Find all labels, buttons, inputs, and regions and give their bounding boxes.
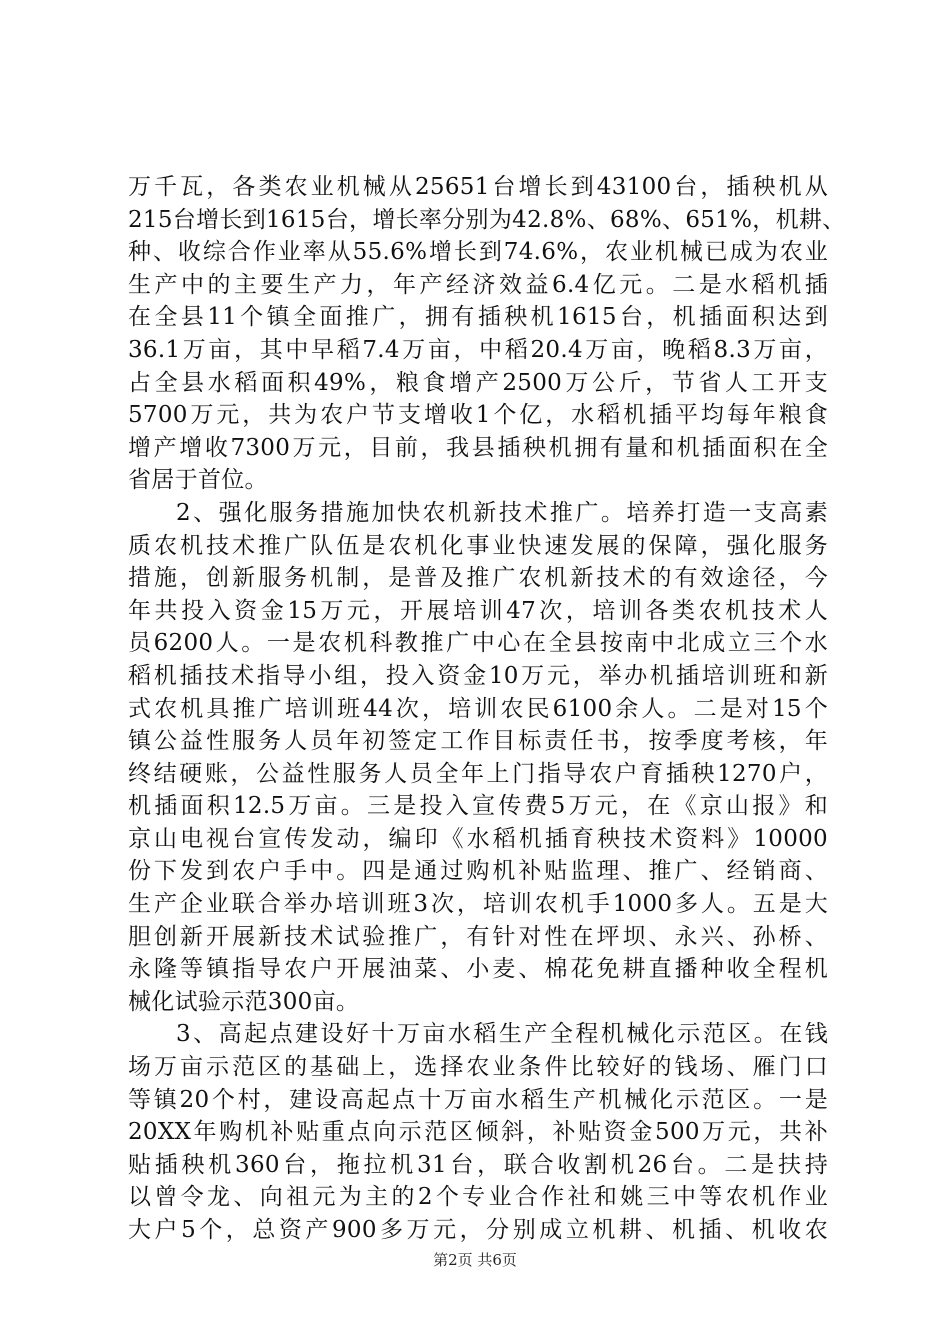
- text-line: 大户5个，总资产900多万元，分别成立机耕、机插、机收农: [128, 1217, 828, 1243]
- text-line: 员6200人。一是农机科教推广中心在全县按南中北成立三个水: [128, 630, 828, 657]
- text-line: 质农机技术推广队伍是农机化事业快速发展的保障，强化服务: [128, 532, 828, 559]
- text-line: 镇公益性服务人员年初签定工作目标责任书，按季度考核，年: [128, 728, 828, 755]
- text-line: 215台增长到1615台，增长率分别为42.8%、68%、651%，机耕、: [128, 206, 846, 233]
- text-line: 份下发到农户手中。四是通过购机补贴监理、推广、经销商、: [128, 858, 828, 885]
- text-line: 械化试验示范300亩。: [128, 988, 360, 1015]
- text-line: 在全县11个镇全面推广，拥有插秧机1615台，机插面积达到: [128, 304, 828, 331]
- document-body: [128, 171, 846, 1247]
- text-line: 贴插秧机360台，拖拉机31台，联合收割机26台。二是扶持: [128, 1151, 828, 1178]
- text-line: 种、收综合作业率从55.6%增长到74.6%，农业机械已成为农业: [128, 239, 828, 266]
- text-line: 增产增收7300万元，目前，我县插秧机拥有量和机插面积在全: [128, 434, 828, 461]
- text-line: 措施，创新服务机制，是普及推广农机新技术的有效途径，今: [128, 565, 828, 592]
- text-line: 生产企业联合举办培训班3次，培训农机手1000多人。五是大: [128, 891, 828, 918]
- text-line: 占全县水稻面积49%，粮食增产2500万公斤，节省人工开支: [128, 369, 828, 396]
- text-line: 胆创新开展新技术试验推广，有针对性在坪坝、永兴、孙桥、: [128, 923, 828, 950]
- text-line: 省居于首位。: [128, 467, 268, 494]
- text-line: 稻机插技术指导小组，投入资金10万元，举办机插培训班和新: [128, 662, 828, 689]
- text-line: 机插面积12.5万亩。三是投入宣传费5万元，在《京山报》和: [128, 793, 828, 820]
- text-line: 永隆等镇指导农户开展油菜、小麦、棉花免耕直播种收全程机: [128, 956, 828, 983]
- text-line: 万千瓦，各类农业机械从25651台增长到43100台，插秧机从: [128, 174, 828, 200]
- text-line: 5700万元，共为农户节支增收1个亿，水稻机插平均每年粮食: [128, 402, 828, 429]
- text-line: 京山电视台宣传发动，编印《水稻机插育秧技术资料》10000: [128, 825, 828, 852]
- page-footer: 第2页 共6页: [433, 1251, 517, 1269]
- text-line: 场万亩示范区的基础上，选择农业条件比较好的钱场、雁门口: [128, 1054, 828, 1081]
- text-line: 生产中的主要生产力，年产经济效益6.4亿元。二是水稻机插: [128, 271, 828, 298]
- text-line: 36.1万亩，其中早稻7.4万亩，中稻20.4万亩，晚稻8.3万亩，: [128, 336, 828, 363]
- text-line: 以曾令龙、向祖元为主的2个专业合作社和姚三中等农机作业: [128, 1184, 828, 1211]
- text-line: 终结硬账，公益性服务人员全年上门指导农户育插秧1270户，: [128, 760, 828, 787]
- text-line: 2、强化服务措施加快农机新技术推广。培养打造一支高素: [176, 499, 828, 526]
- text-line: 3、高起点建设好十万亩水稻生产全程机械化示范区。在钱: [176, 1021, 828, 1048]
- text-line: 等镇20个村，建设高起点十万亩水稻生产机械化示范区。一是: [128, 1086, 828, 1113]
- text-line: 20XX年购机补贴重点向示范区倾斜，补贴资金500万元，共补: [128, 1119, 828, 1146]
- text-line: 式农机具推广培训班44次，培训农民6100余人。二是对15个: [128, 695, 828, 722]
- text-line: 年共投入资金15万元，开展培训47次，培训各类农机技术人: [128, 597, 828, 624]
